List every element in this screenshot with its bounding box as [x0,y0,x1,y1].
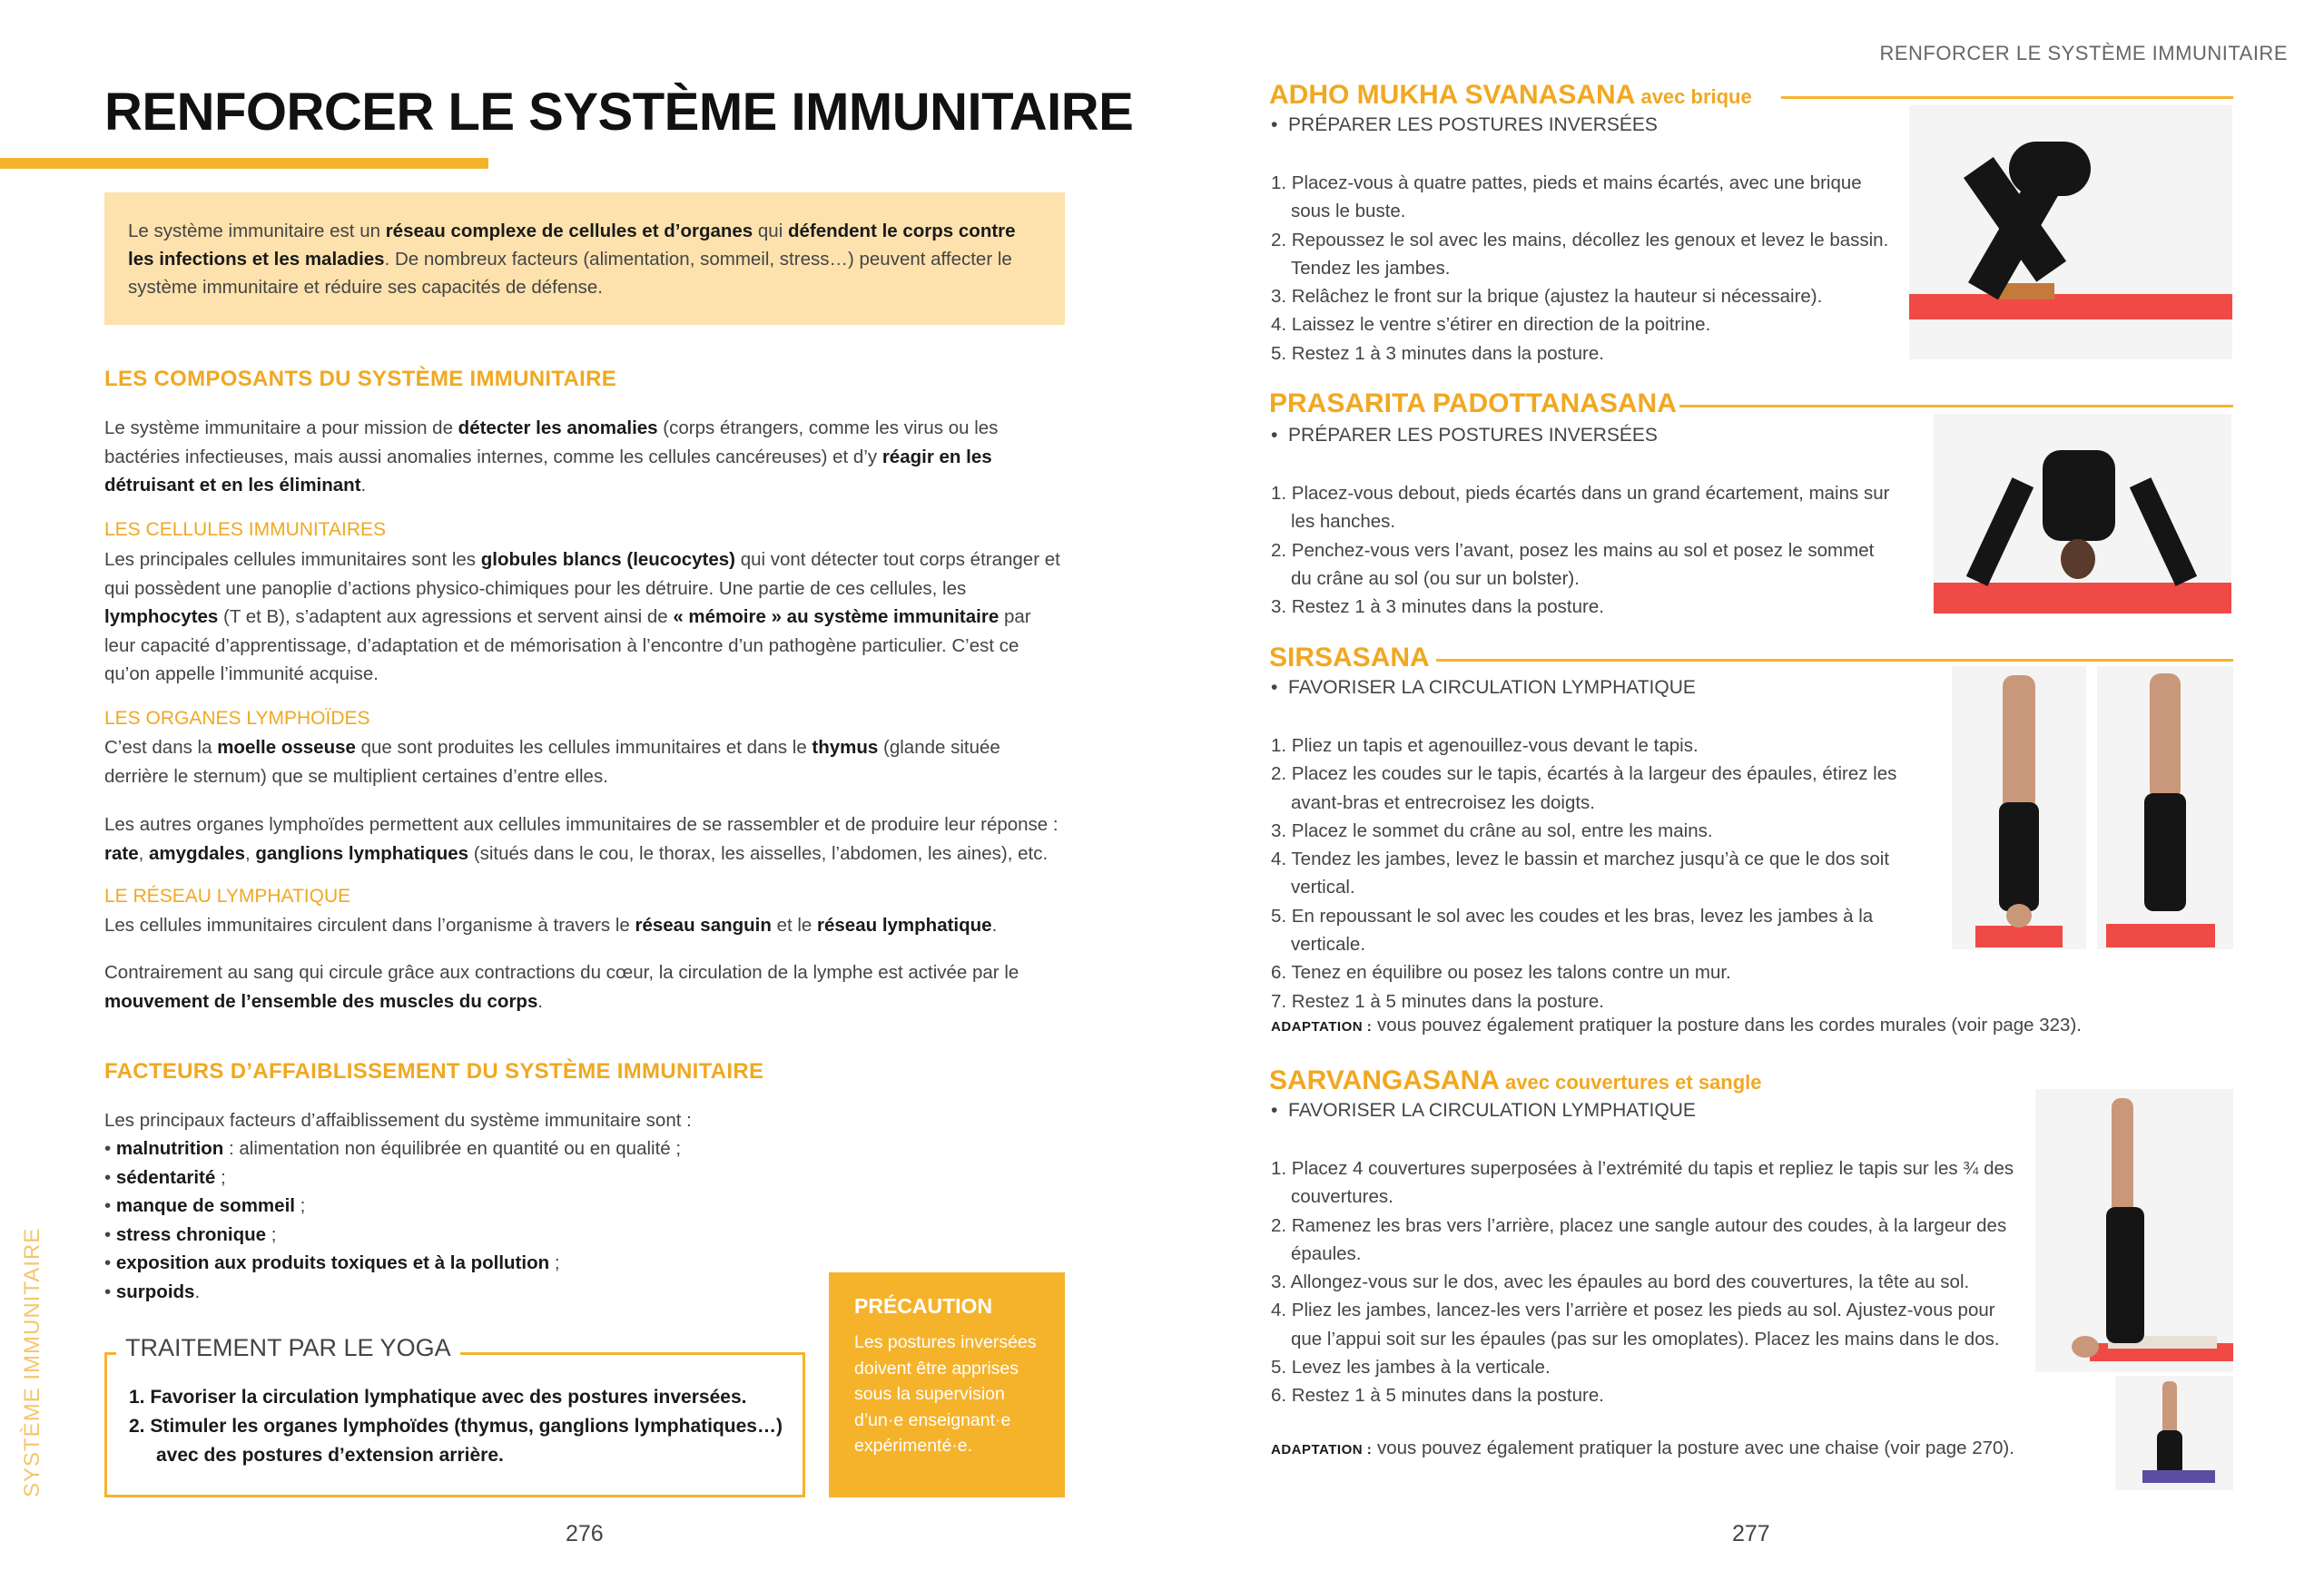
photo-sarvangasana [2035,1089,2233,1372]
pose-goal-text: PRÉPARER LES POSTURES INVERSÉES [1288,425,1658,446]
intro-text [128,217,1041,301]
bold-term: réagir en les détruisant et en les éliminant [104,446,992,496]
text-run: que sont produites les cellules immunitaires et dans le [355,737,812,758]
yoga-treatment-list [129,1383,783,1470]
facteur-term: manque de sommeil [115,1195,295,1216]
steps-adho-mukha [1271,169,1897,368]
facteur-item: • manque de sommeil ; [104,1195,306,1216]
photo-sirsasana-2 [2097,666,2233,949]
pose-goal-text: FAVORISER LA CIRCULATION LYMPHATIQUE [1288,677,1696,698]
pose-title-sirsasana [1269,643,1430,673]
title-underline-bar [0,158,488,169]
pose-goal: • PRÉPARER LES POSTURES INVERSÉES [1271,425,1658,446]
precaution-box [829,1272,1065,1497]
facteur-term: stress chronique [115,1223,267,1245]
yoga-item-1: 1. Favoriser la circulation lymphatique avec des postures inversées. [129,1387,747,1408]
pose-name: SIRSASANA [1269,643,1430,672]
pose-step: 3. Restez 1 à 3 minutes dans la posture. [1271,596,1604,618]
text-run: (corps étrangers, comme les virus ou les bactéries infectieuses, mais aussi anomalies internes, comme les cellules cancéreuses) et d’y [104,417,999,467]
facteur-item: • malnutrition : alimentation non équilibrée en quantité ou en qualité ; [104,1138,682,1159]
subheading-cellules: LES CELLULES IMMUNITAIRES [104,519,387,540]
pose-name: SARVANGASANA [1269,1065,1500,1095]
subheading-organes: LES ORGANES LYMPHOÏDES [104,708,370,729]
text-run: , [245,842,256,864]
pose-goal-text: FAVORISER LA CIRCULATION LYMPHATIQUE [1288,1100,1696,1121]
facteurs-list [104,1134,681,1306]
yoga-item-2: 2. Stimuler les organes lymphoïdes (thymus, ganglions lymphatiques…) [129,1416,783,1437]
bold-term: réseau complexe de cellules et d’organes [385,221,753,241]
facteur-desc: ; [215,1166,226,1188]
facteur-desc: ; [294,1195,306,1216]
subheading-reseau: LE RÉSEAU LYMPHATIQUE [104,886,351,907]
yoga-treatment-title: TRAITEMENT PAR LE YOGA [116,1334,460,1362]
bold-term: rate [104,842,139,864]
facteurs-intro: Les principaux facteurs d’affaiblissement du système immunitaire sont : [104,1110,692,1131]
photo-adho-mukha [1909,105,2232,359]
side-label: SYSTÈME IMMUNITAIRE [20,1227,44,1497]
text-run: , [138,842,150,864]
reseau-paragraph-1 [104,911,1067,940]
bold-term: thymus [812,737,879,758]
pose-rule [1436,659,2233,662]
running-header: RENFORCER LE SYSTÈME IMMUNITAIRE [1879,42,2288,64]
yoga-item-2-cont: avec des postures d’extension arrière. [156,1445,504,1466]
bold-term: détecter les anomalies [458,417,658,438]
facteur-desc: . [194,1281,201,1302]
pose-rule [1679,405,2233,407]
pose-name: ADHO MUKHA SVANASANA [1269,80,1636,110]
pose-step: 1. Placez-vous à quatre pattes, pieds et mains écartés, avec une brique sous le buste. [1271,172,1862,222]
bold-term: ganglions lymphatiques [255,842,469,864]
pose-rule [1781,96,2233,99]
text-run: (glande située derrière le sternum) que se multiplient certaines d’entre elles. [104,737,1000,787]
precaution-title: PRÉCAUTION [854,1294,993,1318]
adaptation-label: ADAPTATION : [1271,1019,1373,1035]
bold-term: réseau sanguin [635,915,772,936]
text-run: (situés dans le cou, le thorax, les aisselles, l’abdomen, les aines), etc. [468,842,1049,864]
pose-step: 3. Relâchez le front sur la brique (ajustez la hauteur si nécessaire). [1271,286,1823,308]
pose-step: 2. Placez les coudes sur le tapis, écartés à la largeur des épaules, étirez les avant-bras et entrecroisez les doigts. [1271,763,1897,813]
facteur-desc: ; [549,1252,560,1273]
precaution-text: Les postures inversées doivent être apprises sous la supervision d’un·e enseignant·e expérimenté·e. [854,1332,1037,1456]
pose-goal-text: PRÉPARER LES POSTURES INVERSÉES [1288,114,1658,135]
pose-step: 5. Levez les jambes à la verticale. [1271,1357,1551,1379]
bold-term: défendent le corps contre les infections et les maladies [128,221,1016,270]
facteur-desc: ; [266,1223,277,1245]
pose-step: 4. Tendez les jambes, levez le bassin et marchez jusqu’à ce que le dos soit vertical. [1271,849,1890,898]
text-run: . [360,475,367,496]
pose-step: 2. Repoussez le sol avec les mains, décollez les genoux et levez le bassin. Tendez les jambes. [1271,229,1889,279]
photo-sirsasana-1 [1952,666,2086,949]
facteur-desc: : alimentation non équilibrée en quantité ou en qualité ; [223,1138,682,1159]
text-run: C’est dans la [104,737,218,758]
text-run: Le système immunitaire est un [128,221,386,241]
facteur-term: sédentarité [115,1166,216,1188]
photo-sarvangasana-chair [2115,1376,2233,1490]
pose-step: 3. Allongez-vous sur le dos, avec les épaules au bord des couvertures, la tête au sol. [1271,1271,1970,1293]
pose-step: 2. Ramenez les bras vers l’arrière, placez une sangle autour des coudes, à la largeur des épaules. [1271,1214,2007,1264]
bold-term: réseau lymphatique [817,915,992,936]
photo-prasarita [1934,414,2231,613]
text-run: Les principales cellules immunitaires sont les [104,549,481,570]
pose-goal: • PRÉPARER LES POSTURES INVERSÉES [1271,114,1658,135]
organes-paragraph-2 [104,810,1067,868]
pose-step: 5. Restez 1 à 3 minutes dans la posture. [1271,342,1604,364]
text-run: et le [771,915,818,936]
reseau-paragraph-2 [104,958,1067,1016]
pose-step: 2. Penchez-vous vers l’avant, posez les mains au sol et posez le sommet du crâne au sol (ou sur un bolster). [1271,539,1875,589]
steps-sirsasana [1271,731,1943,1016]
text-run: . De nombreux facteurs (alimentation, sommeil, stress…) peuvent affecter le système immunitaire et réduire ses capacités de défense. [128,249,1012,298]
pose-title-adho-mukha [1269,80,1752,111]
pose-goal: • FAVORISER LA CIRCULATION LYMPHATIQUE [1271,677,1696,698]
pose-step: 4. Laissez le ventre s’étirer en direction de la poitrine. [1271,314,1711,336]
pose-step: 5. En repoussant le sol avec les coudes et les bras, levez les jambes à la verticale. [1271,905,1874,956]
page-title: RENFORCER LE SYSTÈME IMMUNITAIRE [104,83,1134,142]
pose-goal: • FAVORISER LA CIRCULATION LYMPHATIQUE [1271,1100,1696,1121]
facteur-item: • sédentarité ; [104,1166,226,1188]
pose-step: 7. Restez 1 à 5 minutes dans la posture. [1271,990,1604,1012]
adaptation-label: ADAPTATION : [1271,1442,1373,1458]
pose-name: PRASARITA PADOTTANASANA [1269,388,1677,418]
pose-step: 4. Pliez les jambes, lancez-les vers l’arrière et posez les pieds au sol. Ajustez-vous pour que l’appui soit sur les épaules (pas sur les omoplates). Placez les mains dans le dos. [1271,1300,2000,1350]
pose-step: 6. Tenez en équilibre ou posez les talons contre un mur. [1271,962,1731,984]
facteur-item: • stress chronique ; [104,1223,277,1245]
bold-term: lymphocytes [104,606,219,627]
facteur-term: surpoids [115,1281,195,1302]
bold-term: moelle osseuse [217,737,356,758]
bold-term: amygdales [149,842,245,864]
bold-term: globules blancs (leucocytes) [480,549,735,570]
intro-box [104,192,1065,325]
page-number-left: 276 [566,1521,604,1546]
organes-paragraph-1 [104,733,1067,790]
pose-suffix: avec brique [1635,85,1752,108]
pose-title-prasarita [1269,388,1677,419]
text-run: . [991,915,998,936]
composants-paragraph [104,414,1067,500]
text-run: par leur capacité d’apprentissage, d’adaptation et de mémorisation à l’encontre d’un pathogène particulier. C’est ce qu’on appelle l’immunité acquise. [104,606,1031,684]
text-run: Les autres organes lymphoïdes permettent aux cellules immunitaires de se rassembler et de produire leur réponse : [104,814,1059,835]
page-number-right: 277 [1732,1521,1770,1546]
adaptation-text: vous pouvez également pratiquer la posture dans les cordes murales (voir page 323). [1372,1015,2082,1035]
text-run: Les cellules immunitaires circulent dans l’organisme à travers le [104,915,635,936]
facteur-item: • surpoids. [104,1281,201,1302]
pose-step: 1. Placez-vous debout, pieds écartés dans un grand écartement, mains sur les hanches. [1271,483,1890,533]
bold-term: « mémoire » au système immunitaire [673,606,1000,627]
bold-term: mouvement de l’ensemble des muscles du corps [104,990,538,1012]
pose-step: 1. Pliez un tapis et agenouillez-vous devant le tapis. [1271,735,1699,756]
pose-step: 1. Placez 4 couvertures superposées à l’extrémité du tapis et repliez le tapis sur les ¾ des couvertures. [1271,1158,2014,1208]
text-run: . [537,990,544,1012]
section-heading-composants: LES COMPOSANTS DU SYSTÈME IMMUNITAIRE [104,367,617,391]
text-run: Le système immunitaire a pour mission de [104,417,458,438]
facteur-term: malnutrition [115,1138,224,1159]
pose-title-sarvangasana [1269,1065,1762,1096]
text-run: (T et B), s’adaptent aux agressions et servent ainsi de [218,606,674,627]
pose-step: 6. Restez 1 à 5 minutes dans la posture. [1271,1385,1604,1407]
steps-prasarita [1271,479,1897,621]
steps-sarvangasana [1271,1154,2015,1410]
text-run: Contrairement au sang qui circule grâce aux contractions du cœur, la circulation de la lymphe est activée par le [104,962,1019,983]
section-heading-facteurs: FACTEURS D’AFFAIBLISSEMENT DU SYSTÈME IMMUNITAIRE [104,1059,764,1084]
pose-step: 3. Placez le sommet du crâne au sol, entre les mains. [1271,820,1713,841]
adaptation-sarvangasana [1271,1438,2014,1459]
adaptation-text: vous pouvez également pratiquer la posture avec une chaise (voir page 270). [1372,1438,2014,1458]
text-run: qui [753,221,788,241]
facteur-term: exposition aux produits toxiques et à la pollution [115,1252,550,1273]
cellules-paragraph [104,545,1067,689]
adaptation-sirsasana [1271,1015,2082,1036]
facteur-item: • exposition aux produits toxiques et à la pollution ; [104,1252,560,1273]
pose-suffix: avec couvertures et sangle [1499,1071,1762,1094]
text-run: qui vont détecter tout corps étranger et qui possèdent une panoplie d’actions physico-chimiques pour les détruire. Une partie de ces cellules, les [104,549,1060,599]
